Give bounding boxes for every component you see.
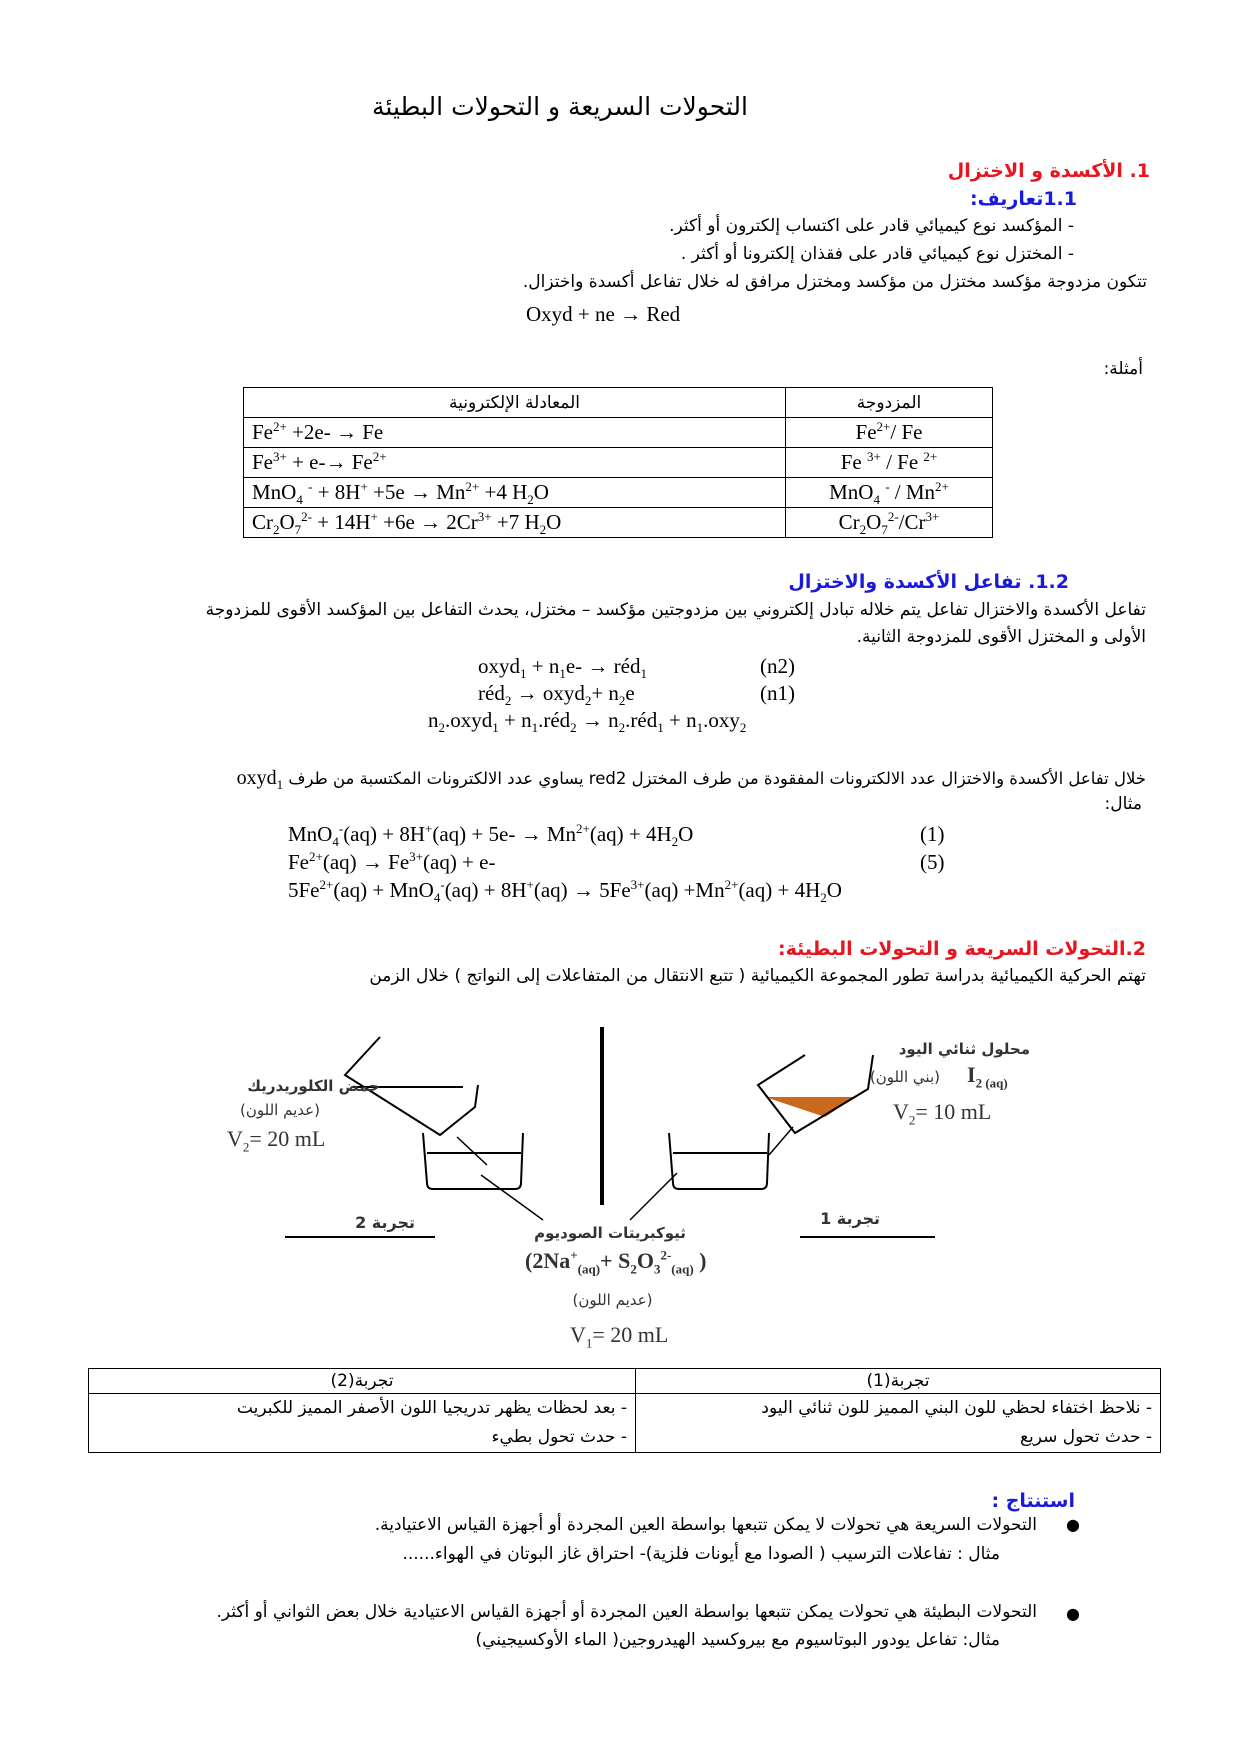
section-1-2-heading: 1.2. تفاعل الأكسدة والاختزال (788, 571, 1069, 593)
couple-cell: Fe $^{3+}$ / Fe $^{2+}$ (786, 448, 993, 478)
multiplier-1: (n2) (760, 654, 795, 678)
beaker-experiment-1 (669, 1133, 769, 1189)
exp2-observation: - بعد لحظات يظهر تدريجيا اللون الأصفر المميز للكبريت (236, 1398, 627, 1418)
redox-couple-definition: تتكون مزدوجة مؤكسد مختزل من مؤكسد ومختزل مرافق له خلال تفاعل أكسدة واختزال. (522, 272, 1147, 292)
reductant-definition: - المختزل نوع كيميائي قادر على فقذان إلكترونا أو أكثر . (680, 244, 1074, 264)
exp1-conclusion: - حدث تحول سريع (1019, 1427, 1152, 1447)
beaker-experiment-2 (423, 1133, 523, 1189)
header-electronic-equation: المعادلة الإلكترونية (244, 388, 786, 418)
exp2-conclusion: - حدث تحول بطيء (491, 1427, 627, 1447)
couple-cell: MnO$_4$ $^- / Mn^{2+}$ (786, 478, 993, 508)
iodine-label: محلول ثنائي اليود (898, 1040, 1030, 1058)
thiosulfate-formula: ($2Na^+_{(aq)}+ S_2O_3^{2-}_{(aq)}$ ) (525, 1247, 707, 1277)
label-pointer-right (630, 1173, 677, 1220)
redox-couples-table (243, 387, 993, 538)
redox-reaction-paragraph-line2: الأولى و المختزل الأقوى للمزدوجة الثانية. (856, 627, 1146, 647)
experiments-table (88, 1368, 1161, 1453)
example-multiplier-2: (5) (920, 850, 945, 874)
couple-cell: $Fe^{2+}/$ Fe (786, 418, 993, 448)
half-equation-1: oxyd$_1$ + $n_1e-$ → réd$_1$ (478, 654, 647, 682)
table-row (244, 418, 993, 448)
page-title: التحولات السريعة و التحولات البطيئة (372, 92, 748, 121)
experiment-1-label: تجربة 1 (820, 1209, 880, 1228)
hcl-color-label: (عديم اللون) (240, 1101, 320, 1119)
equation-cell: $Cr_2O_7^{2-} + 14H^+ +6e \to 2Cr^{3+} +7$ $H_2O$ (244, 508, 786, 538)
equation-cell: $Fe^{2+} +2e- \to Fe$ (244, 418, 786, 448)
example-multiplier-1: (1) (920, 822, 945, 846)
section-1-1-heading: 1.1تعاريف: (970, 188, 1077, 210)
equation-cell: MnO$_4$ $^- + 8H^+ +5e \to Mn^{2+} +4$ $H_2O$ (244, 478, 786, 508)
slow-transformation-example: مثال: تفاعل يودور البوتاسيوم مع بيروكسيد الهيدروجين( الماء الأوكسيجيني) (475, 1630, 1000, 1650)
example-label: مثال: (1104, 794, 1142, 814)
label-pointer-left (481, 1175, 543, 1220)
table-row (244, 508, 993, 538)
conclusion-heading: استنتاج : (991, 1490, 1075, 1512)
hcl-volume: $V_2= 20$ mL (227, 1126, 326, 1155)
general-half-equation: Oxyd + ne → Red (526, 302, 681, 326)
section-1-heading: 1. الأكسدة و الاختزال (947, 160, 1150, 182)
kinetics-intro: تهتم الحركية الكيميائية بدراسة تطور المجموعة الكيميائية ( تتبع الانتقال من المتفاعلات إلى النواتج ) خلال الزمن (369, 966, 1146, 986)
thiosulfate-color-label: (عديم اللون) (572, 1291, 653, 1309)
example-equation-1: $MnO_4^-(aq) + 8H^+(aq) + 5e- \to Mn^{2+}(aq) + 4H_2O$ (288, 821, 694, 850)
experiment-2-label: تجربة 2 (355, 1213, 415, 1232)
header-experiment-1: تجربة(1) (636, 1369, 1161, 1394)
electron-balance-text: خلال تفاعل الأكسدة والاختزال عدد الالكترونات المفقودة من طرف المختزل red2 يساوي عدد الالكترونات المكتسبة من طرف oxyd$_1$ (236, 767, 1146, 792)
examples-label: أمثلة: (1103, 359, 1143, 379)
bullet-icon: ● (1066, 1515, 1080, 1534)
table-row (244, 478, 993, 508)
equation-cell: $Fe^{3+} + e-\to Fe^{2+}$ (244, 448, 786, 478)
oxidant-definition: - المؤكسد نوع كيميائي قادر على اكتساب إلكترون أو أكثر. (669, 216, 1074, 236)
iodine-species: $I_{2 (aq)}$ (967, 1062, 1008, 1091)
hcl-label: حمض الكلوريدريك (247, 1077, 380, 1095)
example-equation-2: $Fe^{2+}(aq) \to Fe^{3+}(aq) + e-$ (288, 849, 496, 874)
exp1-observation: - نلاحظ اختفاء لحظي للون البني المميز للون ثنائي اليود (761, 1398, 1152, 1418)
thiosulfate-label: ثيوكبريتات الصوديوم (534, 1224, 686, 1242)
experiment-1-observations (636, 1394, 1161, 1453)
table-row (244, 448, 993, 478)
half-equation-2: réd$_2$ → oxyd$_2$+ $n_2e$ (478, 681, 635, 709)
experiment-diagram (195, 1015, 1075, 1370)
header-couple: المزدوجة (786, 388, 993, 418)
overall-equation: $n_2.oxyd_1$ + $n_1.réd_2$ → $n_2.réd_1 + n_1.oxy_2$ (428, 708, 747, 736)
header-experiment-2: تجربة(2) (89, 1369, 636, 1394)
iodine-color-label: (بني اللون) (869, 1068, 940, 1086)
experiment-2-observations (89, 1394, 636, 1453)
right-pouring-beaker (758, 1055, 873, 1133)
couple-cell: $Cr_2O_7^{2-}/Cr^{3+}$ (786, 508, 993, 538)
bullet-icon: ● (1066, 1604, 1080, 1623)
redox-reaction-paragraph-line1: تفاعل الأكسدة والاختزال تفاعل يتم خلاله تبادل إلكتروني بين مزدوجتين مؤكسد – مختزل، يحدث التفاعل بين المؤكسد الأقوى للمزدوجة (205, 600, 1146, 620)
thiosulfate-volume: $V_1= 20$ mL (570, 1322, 669, 1351)
fast-transformation-example: مثال : تفاعلات الترسيب ( الصودا مع أيونات فلزية)- احتراق غاز البوتان في الهواء...... (402, 1544, 1000, 1564)
right-pour-line (769, 1127, 793, 1155)
multiplier-2: (n1) (760, 681, 795, 705)
example-overall-equation: $5Fe^{2+}(aq) + MnO_4^-(aq) + 8H^+(aq) \to 5Fe^{3+}(aq) +Mn^{2+}(aq) + 4H_2O$ (288, 877, 842, 906)
left-pour-line (457, 1137, 487, 1165)
slow-transformation-text: التحولات البطيئة هي تحولات يمكن تتبعها بواسطة العين المجردة أو أجهزة القياس الاعتيادية خلال بعض الثواني أو أكثر. (216, 1602, 1037, 1622)
section-2-heading: 2.التحولات السريعة و التحولات البطيئة: (778, 938, 1146, 960)
iodine-volume: $V_2= 10$ mL (893, 1099, 992, 1128)
fast-transformation-text: التحولات السريعة هي تحولات لا يمكن تتبعها بواسطة العين المجردة أو أجهزة القياس الاعتيادية. (374, 1515, 1037, 1535)
